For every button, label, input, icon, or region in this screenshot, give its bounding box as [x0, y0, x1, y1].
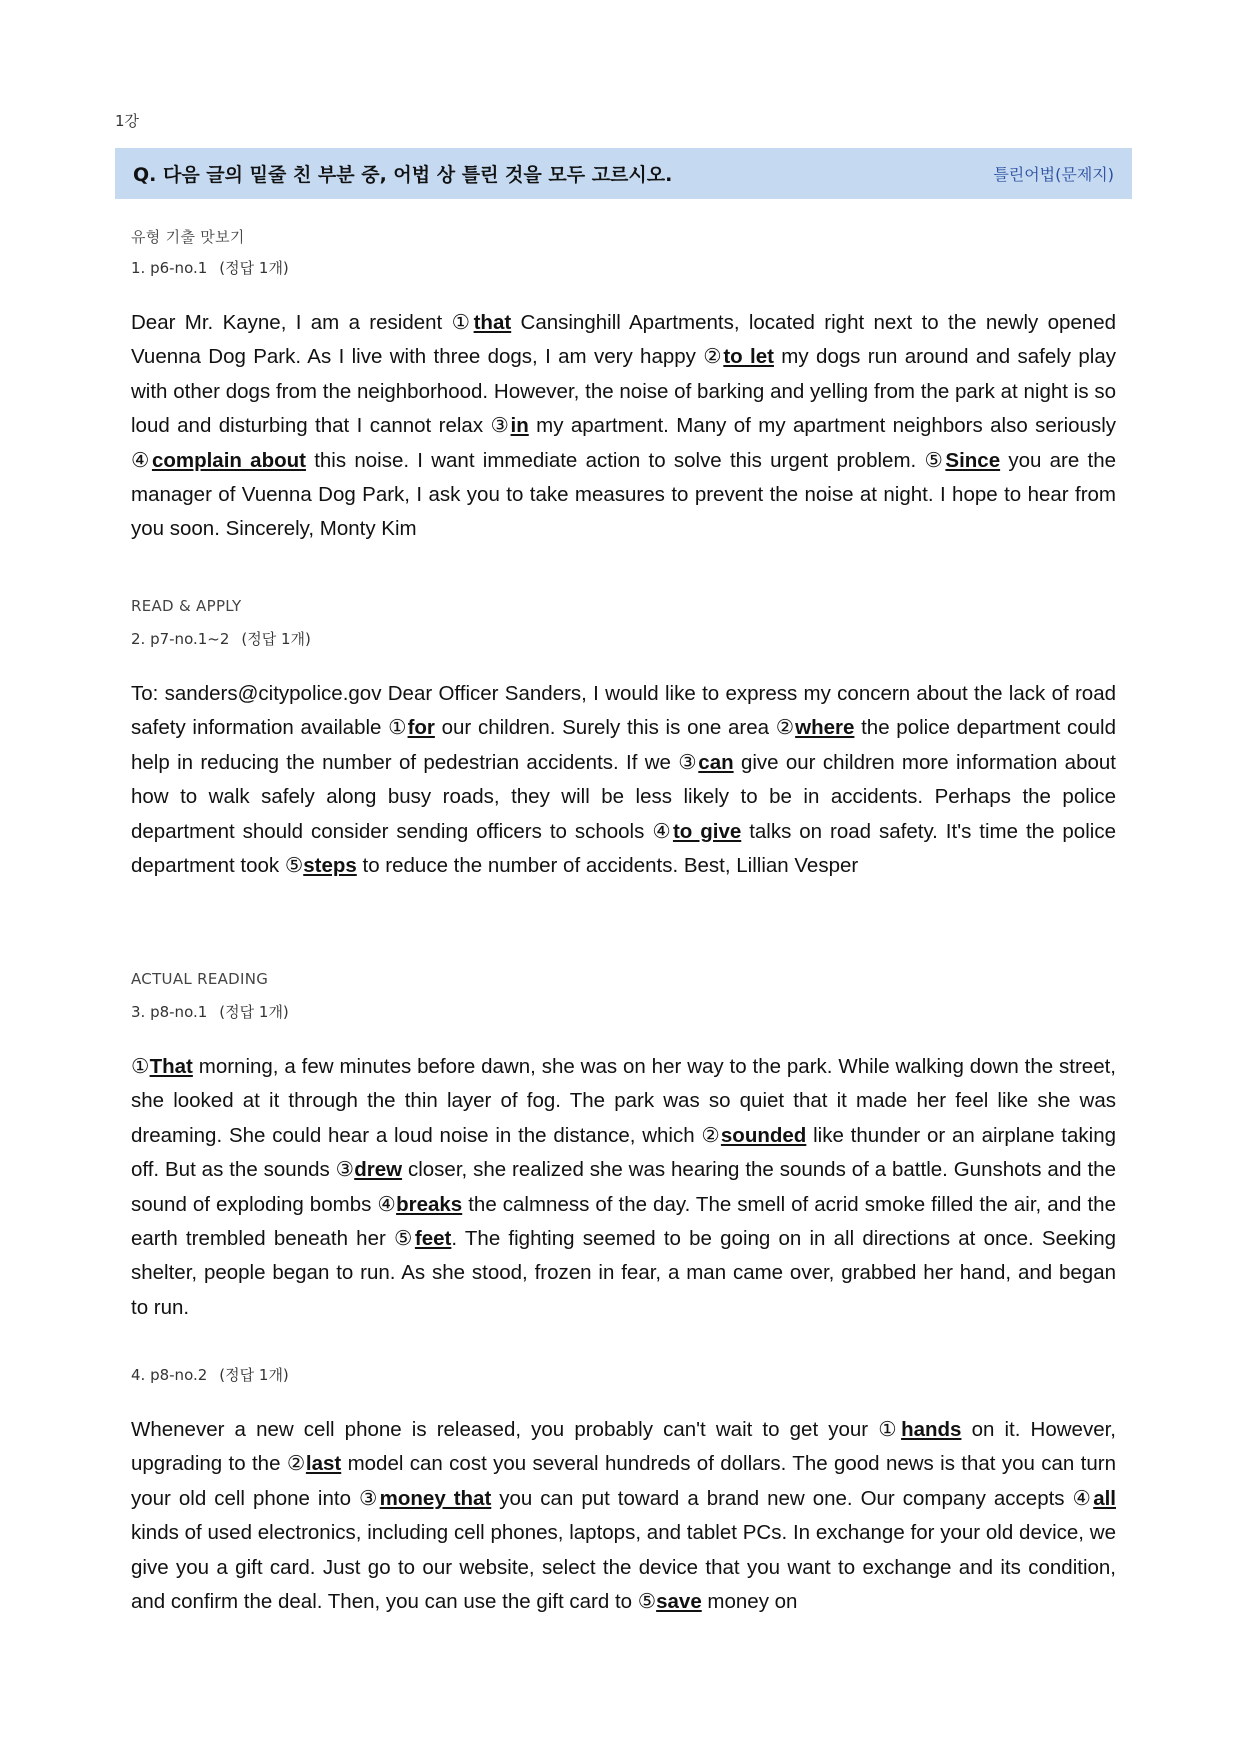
underlined-choice: breaks [396, 1192, 463, 1216]
underlined-choice: drew [354, 1158, 403, 1182]
choice-marker: ① [878, 1418, 902, 1441]
choice-marker: ④ [652, 819, 673, 843]
choice-marker: ② [701, 1123, 721, 1147]
underlined-choice: hands [901, 1418, 962, 1441]
choice-marker: ⑤ [924, 448, 946, 472]
passage-text: my dogs run around and safely play with other dogs from the neighborhood. However, the noise of barking and yelling from the park at night is so loud and disturbing that I cannot relax [131, 345, 1116, 438]
passage-text: closer, she realized she was hearing the sounds of a battle. Gunshots and the sound of exploding bombs [131, 1158, 1116, 1216]
choice-marker: ② [286, 1452, 306, 1476]
choice-marker: ③ [335, 1158, 355, 1182]
passage-text: Cansinghill Apartments, located right next to the newly opened Vuenna Dog Park. As I live with three dogs, I am very happy [131, 311, 1116, 369]
passage [131, 1050, 1116, 1325]
choice-marker: ① [451, 311, 474, 334]
passage-text: to reduce the number of accidents. Best, Lillian Vesper [356, 854, 859, 878]
choice-marker: ④ [1072, 1486, 1094, 1510]
passage-text: on it. However, upgrading to the [131, 1418, 1117, 1476]
passage-text: talks on road safety. It's time the police department took [131, 819, 1116, 878]
section-label: READ & APPLY [131, 597, 242, 615]
passage [131, 1413, 1116, 1619]
passage-text: you are the manager of Vuenna Dog Park, I ask you to take measures to prevent the noise at night. I hope to hear from you soon. Sincerely, Monty Kim [131, 448, 1117, 541]
underlined-choice: complain about [151, 448, 306, 472]
item-number: 1. p6-no.1 [131, 259, 208, 277]
choice-marker: ⑤ [394, 1227, 415, 1251]
underlined-choice: That [149, 1055, 193, 1078]
choice-marker: ② [775, 716, 796, 740]
choice-marker: ⑤ [637, 1590, 657, 1614]
underlined-choice: save [656, 1590, 702, 1614]
choice-marker: ⑤ [284, 854, 304, 878]
passage-text: my apartment. Many of my apartment neighbors also seriously [528, 414, 1116, 438]
passage-text: kinds of used electronics, including cell phones, laptops, and tablet PCs. In exchange for your old device, we give you a gift card. Just go to our website, select the device that you want to exchange and its condition, and confirm the deal. Then, you can use the gift card to [131, 1521, 1116, 1614]
passage-text: money on [701, 1590, 798, 1614]
answer-count: (정답 1개) [219, 1003, 289, 1021]
passage-text: Whenever a new cell phone is released, you probably can't wait to get your [131, 1418, 879, 1441]
underlined-choice: for [407, 716, 435, 740]
choice-marker: ③ [490, 414, 511, 438]
passage-text: To: sanders@citypolice.gov Dear Officer Sanders, I would like to express my concern about the lack of road safety information available [131, 682, 1116, 740]
underlined-choice: to give [672, 819, 742, 843]
underlined-choice: to let [723, 345, 774, 369]
underlined-choice: in [510, 414, 529, 438]
underlined-choice: money that [379, 1486, 492, 1510]
passage-text: like thunder or an airplane taking off. But as the sounds [131, 1123, 1117, 1182]
answer-count: (정답 1개) [241, 630, 311, 648]
passage-text: the police department could help in reducing the number of pedestrian accidents. If we [131, 716, 1116, 774]
underlined-choice: can [698, 750, 734, 774]
answer-count: (정답 1개) [219, 259, 289, 277]
underlined-choice: sounded [720, 1123, 807, 1147]
passage-text: Dear Mr. Kayne, I am a resident [131, 311, 452, 334]
section-label: 유형 기출 맛보기 [131, 228, 245, 246]
question-text: Q. 다음 글의 밑줄 친 부분 중, 어법 상 틀린 것을 모두 고르시오. [133, 164, 673, 186]
choice-marker: ③ [678, 750, 699, 774]
answer-count: (정답 1개) [219, 1366, 289, 1384]
underlined-choice: last [305, 1452, 342, 1476]
passage-text: the calmness of the day. The smell of acrid smoke filled the air, and the earth trembled beneath her [131, 1192, 1116, 1251]
passage-text: . The fighting seemed to be going on in all directions at once. Seeking shelter, people began to run. As she stood, frozen in fear, a man came over, grabbed her hand, and began to run. [131, 1227, 1117, 1319]
passage-text: our children. Surely this is one area [434, 716, 776, 740]
item-label [131, 257, 289, 278]
choice-marker: ① [131, 1055, 150, 1078]
passage [131, 677, 1116, 883]
question-type-tag: 틀린어법(문제지) [993, 165, 1114, 184]
item-number: 3. p8-no.1 [131, 1003, 208, 1021]
question-header [115, 148, 1132, 199]
passage-text: give our children more information about how to walk safely along busy roads, they will be less likely to be in accidents. Perhaps the police department should consider sending officers to schools [131, 750, 1116, 843]
item-number: 4. p8-no.2 [131, 1366, 208, 1384]
page-number: 1강 [115, 112, 140, 130]
underlined-choice: that [473, 311, 512, 334]
item-label [131, 1364, 289, 1385]
passage-text: you can put toward a brand new one. Our company accepts [491, 1486, 1073, 1510]
item-label [131, 1001, 289, 1022]
choice-marker: ④ [131, 448, 152, 472]
choice-marker: ④ [377, 1192, 397, 1216]
passage-text: morning, a few minutes before dawn, she was on her way to the park. While walking down the street, she looked at it through the thin layer of fog. The park was so quiet that it made her feel like she was dreaming. She could hear a loud noise in the distance, which [131, 1055, 1116, 1147]
choice-marker: ① [388, 716, 408, 740]
choice-marker: ② [703, 345, 724, 369]
underlined-choice: feet [414, 1227, 452, 1251]
choice-marker: ③ [358, 1486, 380, 1510]
underlined-choice: Since [945, 448, 1001, 472]
section-label: ACTUAL READING [131, 970, 269, 988]
underlined-choice: steps [303, 854, 357, 878]
item-label [131, 628, 311, 649]
item-number: 2. p7-no.1~2 [131, 630, 230, 648]
underlined-choice: all [1093, 1486, 1116, 1510]
passage [131, 306, 1116, 547]
passage-text: this noise. I want immediate action to solve this urgent problem. [305, 448, 925, 472]
underlined-choice: where [795, 716, 855, 740]
passage-text: model can cost you several hundreds of dollars. The good news is that you can turn your old cell phone into [131, 1452, 1116, 1510]
